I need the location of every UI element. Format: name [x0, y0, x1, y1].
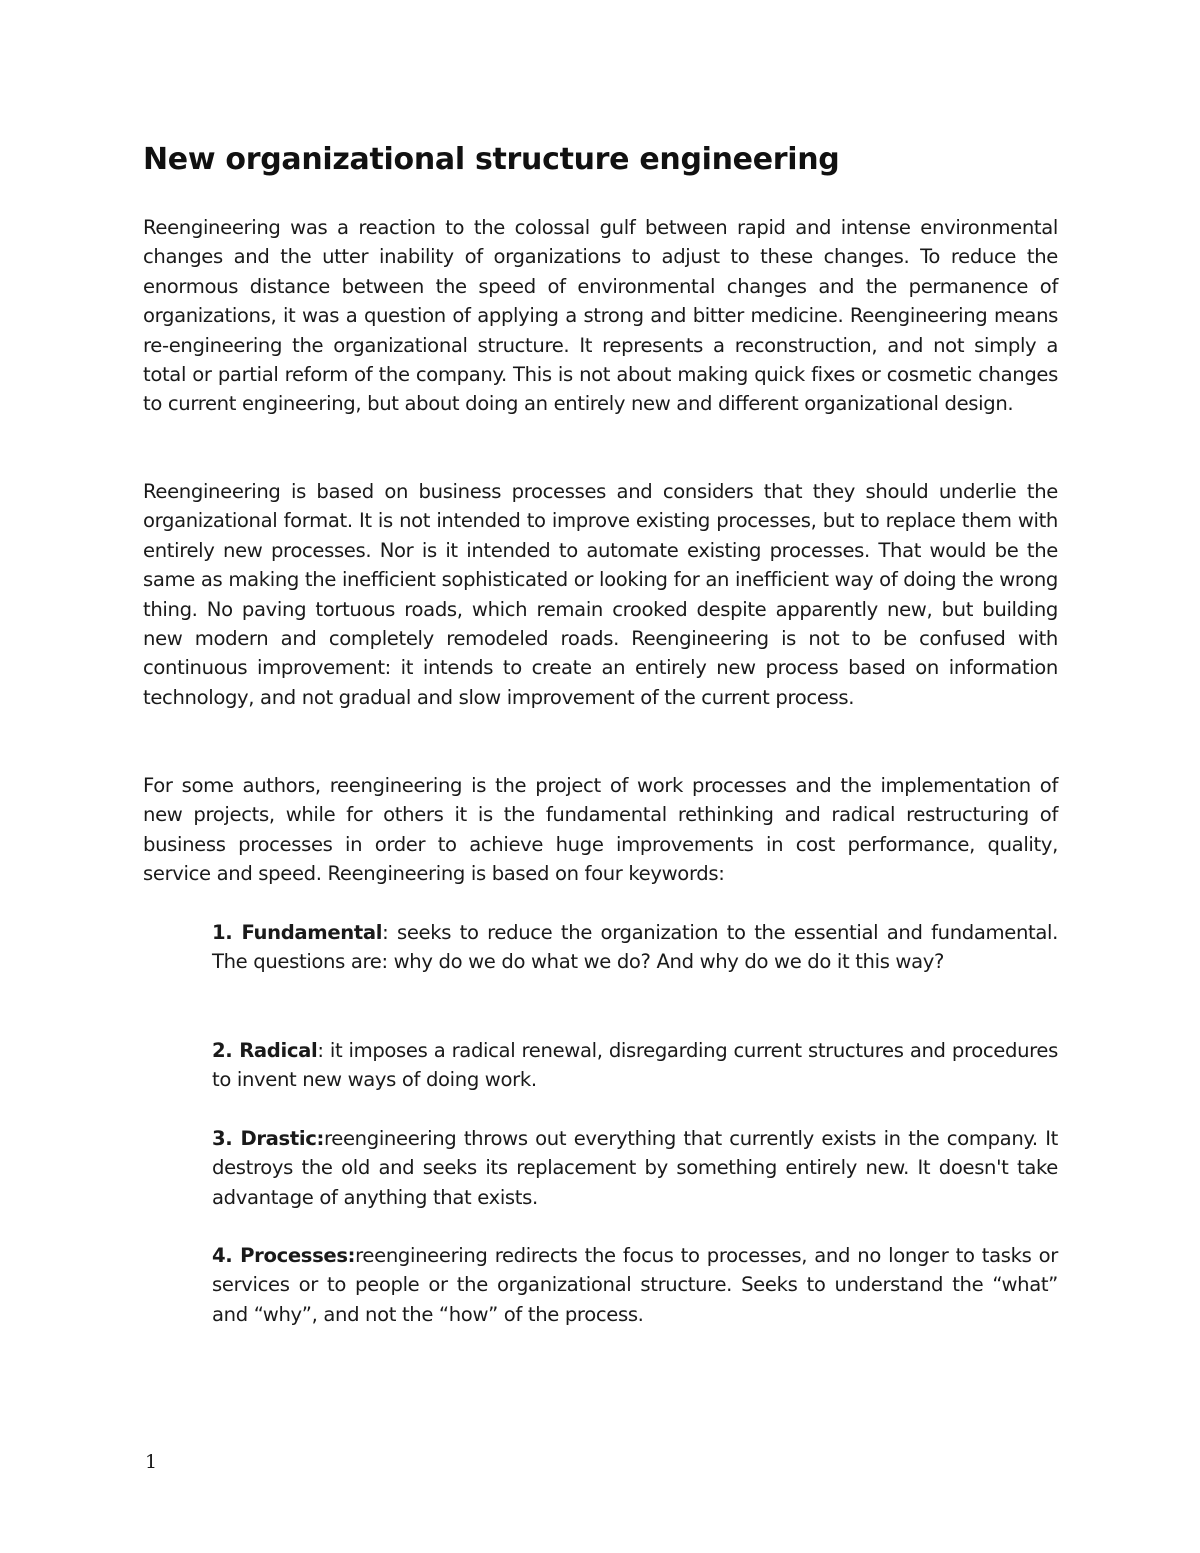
- keyword-text: it imposes a radical renewal, disregarding current structures and procedures to invent new ways of doing work.: [212, 1039, 1058, 1092]
- keyword-term: 2. Radical: [212, 1039, 318, 1062]
- keyword-item-drastic: [212, 1124, 1058, 1212]
- paragraph-definitions: For some authors, reengineering is the project of work processes and the implementation of new projects, while for others it is the fundamental rethinking and radical restructuring of business processes in order to achieve huge improvements in cost performance, quality, service and speed. Reengineering is based on four keywords:: [143, 774, 1058, 886]
- page-number: 1: [145, 1451, 158, 1473]
- keyword-text: reengineering throws out everything that currently exists in the company. It destroys the old and seeks its replacement by something entirely new. It doesn't take advantage of anything that exists.: [212, 1127, 1058, 1209]
- keyword-term: 4. Processes:: [212, 1244, 356, 1267]
- keyword-term: 1. Fundamental: [212, 921, 383, 944]
- keyword-item-fundamental: [212, 918, 1058, 977]
- keyword-item-radical: [212, 1036, 1058, 1095]
- keyword-text: reengineering redirects the focus to processes, and no longer to tasks or services or to people or the organizational structure. Seeks to understand the “what” and “why”, and not the “how” of the process.: [212, 1244, 1058, 1326]
- paragraph-intro: Reengineering was a reaction to the colossal gulf between rapid and intense environmental changes and the utter inability of organizations to adjust to these changes. To reduce the enormous distance between the speed of environmental changes and the permanence of organizations, it was a question of applying a strong and bitter medicine. Reengineering means re-engineering the organizational structure. It represents a reconstruction, and not simply a total or partial reform of the company. This is not about making quick fixes or cosmetic changes to current engineering, but about doing an entirely new and different organizational design.: [143, 216, 1058, 416]
- keyword-text: seeks to reduce the organization to the essential and fundamental. The questions are: why do we do what we do? And why do we do it this way?: [212, 921, 1059, 974]
- paragraph-business-processes: Reengineering is based on business processes and considers that they should underlie the organizational format. It is not intended to improve existing processes, but to replace them with entirely new processes. Nor is it intended to automate existing processes. That would be the same as making the inefficient sophisticated or looking for an inefficient way of doing the wrong thing. No paving tortuous roads, which remain crooked despite apparently new, but building new modern and completely remodeled roads. Reengineering is not to be confused with continuous improvement: it intends to create an entirely new process based on information technology, and not gradual and slow improvement of the current process.: [143, 480, 1058, 709]
- keyword-item-processes: [212, 1241, 1058, 1329]
- keyword-separator: :: [317, 1039, 330, 1062]
- page-title: New organizational structure engineering: [143, 142, 840, 177]
- keyword-term: 3. Drastic:: [212, 1127, 324, 1150]
- keyword-separator: :: [382, 921, 397, 944]
